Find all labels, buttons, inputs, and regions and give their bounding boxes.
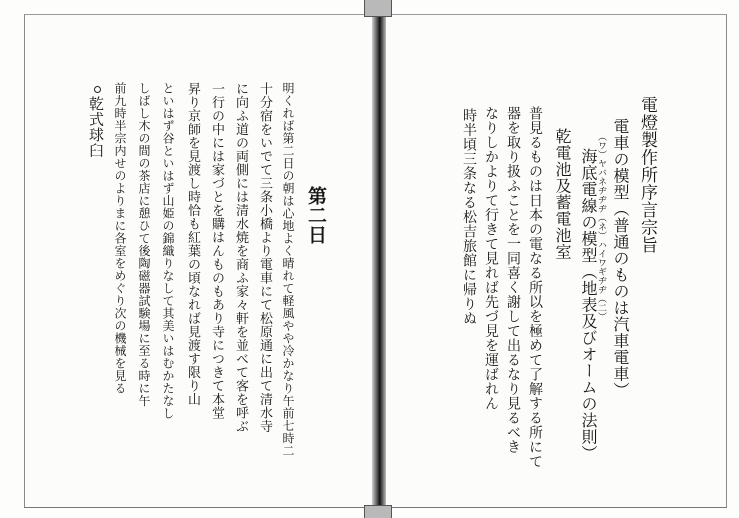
- section-bullet: [94, 86, 101, 93]
- left-page-line-3: に向ふ道の両側には清水焼を商ふ家々軒を並べて客を呼ぶ: [233, 82, 248, 433]
- left-page-line-5: 昇り京師を見渡し時恰も紅葉の頃なれば見渡す限り山: [185, 82, 200, 406]
- binding-clip-top: [364, 0, 392, 17]
- left-page-line-2: 十分宿をいでて三条小橋より電車にて松原通に出て清水寺: [257, 82, 272, 433]
- day-two-heading: 第二日: [305, 186, 327, 245]
- right-page: [386, 14, 727, 508]
- left-page-line-6: といはず谷といはず山姫の錦織りなして其美いはむかたなし: [161, 82, 175, 420]
- right-page-line-1: 電燈製作所序言宗旨: [637, 96, 657, 254]
- right-page-line-6: 器を取り扱ふことを一同喜く謝して出るなり見るべき: [505, 106, 521, 454]
- left-page-line-7: しばし木の間の茶店に憩ひて後陶磁器試験場に至る時に午: [137, 82, 151, 407]
- right-page-line-4: 乾電池及蓄電池室: [553, 128, 572, 260]
- right-page-annotation: （ワ）ヤバネヂヂヂ（ネ）ハイワギヂヂ（二）: [596, 132, 606, 321]
- left-page-line-8: 前九時半宗内せのよりまに各室をめぐり次の機械を見る: [113, 82, 127, 395]
- right-page-line-2: 電車の模型（普通のものは汽車電車）: [611, 118, 630, 399]
- book-gutter: [372, 0, 386, 518]
- left-page-line-1: 明くれば第二日の朝は心地よく晴れて軽風やや冷かなり午前七時二: [281, 82, 295, 457]
- right-page-line-3: 海底電線の模型（地表及びオームの法則）: [579, 148, 598, 462]
- binding-clip-bottom: [364, 505, 392, 518]
- section-title: 乾式球臼: [87, 96, 105, 158]
- left-page-line-4: 一行の中には家づとを購はんものもあり寺につきて本堂: [209, 82, 224, 420]
- right-page-line-8: 時半頃三条なる松吉旅館に帰りぬ: [461, 108, 477, 326]
- right-page-line-7: なりしかよりて行きて見れば先づ見を運ばれん: [483, 106, 499, 411]
- right-page-line-5: 普見るものは日本の電なる所以を極めて了解する所にて: [527, 106, 543, 469]
